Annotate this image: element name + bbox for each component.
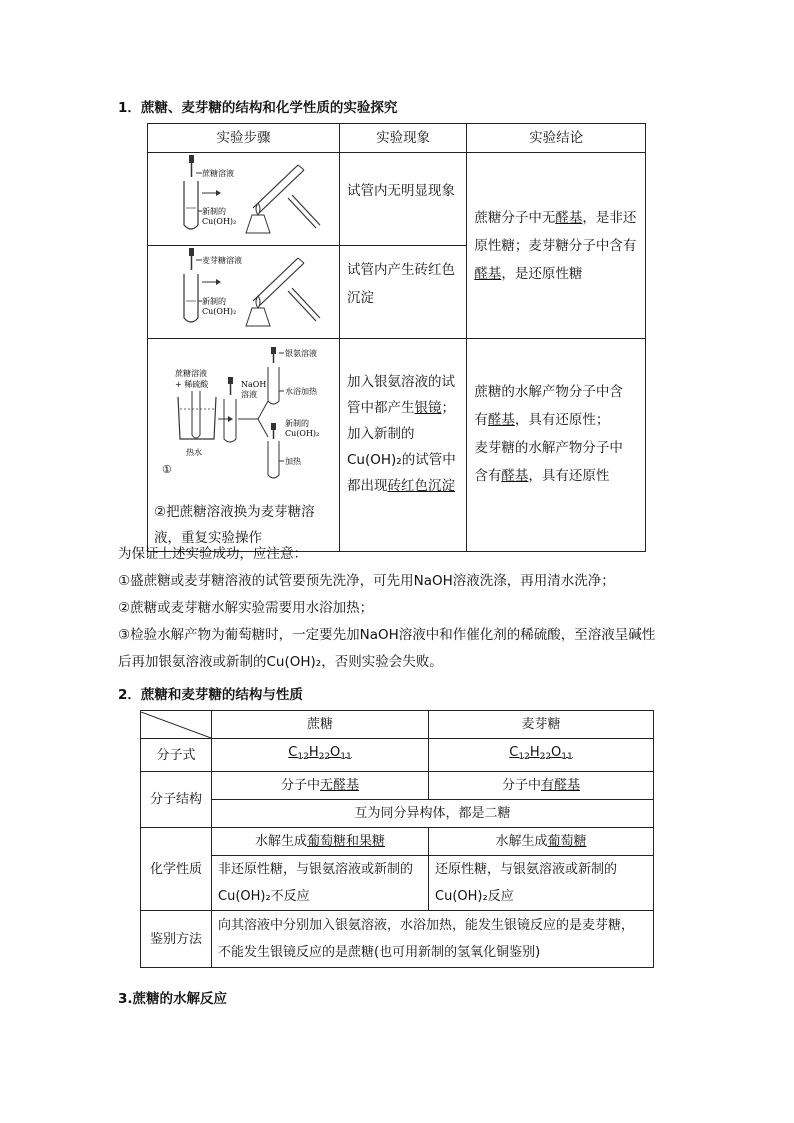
step-number-1: ① (162, 463, 172, 476)
row-formula: 分子式 (141, 739, 212, 772)
test-tube (268, 367, 279, 404)
apparatus-diagram-sucrose (148, 153, 338, 235)
step-cell-2 (148, 246, 340, 339)
structure-sucrose: 分子中无醛基 (212, 772, 429, 800)
label-cuoh2: Cu(OH)₂ (202, 307, 237, 316)
reducing-sucrose: 非还原性糖，与银氨溶液或新制的 Cu(OH)₂不反应 (212, 856, 429, 911)
diagonal-line (141, 712, 211, 738)
label-naoh: NaOH (241, 380, 267, 389)
notes-intro: 为保证上述实验成功，应注意： (118, 546, 307, 562)
label-hot-water: 热水 (186, 448, 202, 457)
test-tube (192, 391, 200, 438)
flame-icon (256, 203, 260, 215)
label-fresh: 新制的 (202, 207, 226, 216)
section1-title: 1．蔗糖、麦芽糖的结构和化学性质的实验探究 (118, 100, 398, 116)
phenomenon-3: 加入银氨溶液的试 管中都产生银镜； 加入新制的 Cu(OH)₂的试管中 都出现砖红色沉淀 (339, 339, 466, 552)
conclusion-1-2: 蔗糖分子中无醛基，是非还 原性糖；麦芽糖分子中含有 醛基，是还原性糖 (467, 153, 646, 339)
phenomenon-1: 试管内无明显现象 (339, 153, 466, 246)
label-fresh: 新制的 (202, 297, 226, 306)
row-structure: 分子结构 (141, 772, 212, 828)
hydrolysis-sucrose: 水解生成葡萄糖和果糖 (212, 828, 429, 856)
note-2: ②蔗糖或麦芽糖水解实验需要用水浴加热； (118, 600, 374, 616)
label-cuoh2: Cu(OH)₂ (202, 217, 237, 226)
label-sucrose-solution: 蔗糖溶液 (175, 369, 207, 378)
test-tube (268, 441, 279, 478)
label-water-bath: 水浴加热 (285, 387, 317, 396)
hydrolysis-maltose: 水解生成葡萄糖 (429, 828, 654, 856)
comparison-table (140, 710, 654, 968)
section2-title: 2．蔗糖和麦芽糖的结构与性质 (118, 687, 303, 703)
note-3-continued: 后再加银氨溶液或新制的Cu(OH)₂，否则实验会失败。 (118, 654, 443, 670)
step-cell-1 (148, 153, 340, 246)
alcohol-lamp (246, 308, 270, 326)
header-steps: 实验步骤 (148, 124, 340, 153)
header-phenomenon: 实验现象 (339, 124, 466, 153)
phenomenon-2: 试管内产生砖红色 沉淀 (339, 246, 466, 339)
formula-sucrose: $C_{12}H_{22}O_{11}$ (212, 739, 429, 772)
identification-method: 向其溶液中分别加入银氨溶液，水浴加热，能发生银镜反应的是麦芽糖， 不能发生银镜反应的是蔗糖(也可用新制的氢氧化铜鉴别) (212, 911, 654, 968)
note-3: ③检验水解产物为葡萄糖时，一定要先加NaOH溶液中和作催化剂的稀硫酸，至溶液呈碱性 (118, 627, 656, 643)
experiment-table (147, 123, 646, 552)
apparatus-diagram-maltose (148, 246, 338, 328)
alcohol-lamp (246, 215, 270, 233)
dropper-bulb (189, 155, 194, 163)
col-maltose: 麦芽糖 (429, 711, 654, 739)
note-1: ①盛蔗糖或麦芽糖溶液的试管要预先洗净，可先用NaOH溶液洗涤，再用清水洗净； (118, 573, 615, 589)
row-identification: 鉴别方法 (141, 911, 212, 968)
hydrolysis-apparatus-diagram (148, 339, 338, 487)
label-dilute-acid: + 稀硫酸 (175, 380, 209, 389)
diagonal-header-cell (141, 711, 212, 739)
label-sucrose-solution: 蔗糖溶液 (202, 169, 234, 178)
structure-maltose: 分子中有醛基 (429, 772, 654, 800)
label-maltose-solution: 麦芽糖溶液 (202, 256, 242, 265)
label-cuoh2: Cu(OH)₂ (285, 429, 320, 438)
test-tube (184, 181, 198, 229)
label-silver-ammonia: 银氨溶液 (285, 349, 317, 358)
conclusion-3: 蔗糖的水解产物分子中含 有醛基，具有还原性； 麦芽糖的水解产物分子中 含有醛基，具有还原性 (467, 339, 646, 552)
label-heat: 加热 (285, 457, 301, 466)
step2-line1: ②把蔗糖溶液换为麦芽糖溶 (154, 504, 315, 520)
header-conclusion: 实验结论 (467, 124, 646, 153)
row-chemical-properties: 化学性质 (141, 828, 212, 911)
col-sucrose: 蔗糖 (212, 711, 429, 739)
step2-line2: 液，重复实验操作 (154, 530, 262, 546)
test-tube (184, 274, 198, 322)
label-solution: 溶液 (241, 390, 257, 399)
isomer-note: 互为同分异构体，都是二糖 (212, 800, 654, 828)
reducing-maltose: 还原性糖，与银氨溶液或新制的 Cu(OH)₂反应 (429, 856, 654, 911)
tube-holder (288, 198, 316, 228)
step-cell-3 (148, 339, 340, 552)
section3-title: 3.蔗糖的水解反应 (118, 991, 228, 1007)
formula-maltose: $C_{12}H_{22}O_{11}$ (429, 739, 654, 772)
beaker (178, 397, 216, 439)
flame-icon (256, 296, 260, 308)
label-fresh: 新制的 (285, 419, 309, 428)
